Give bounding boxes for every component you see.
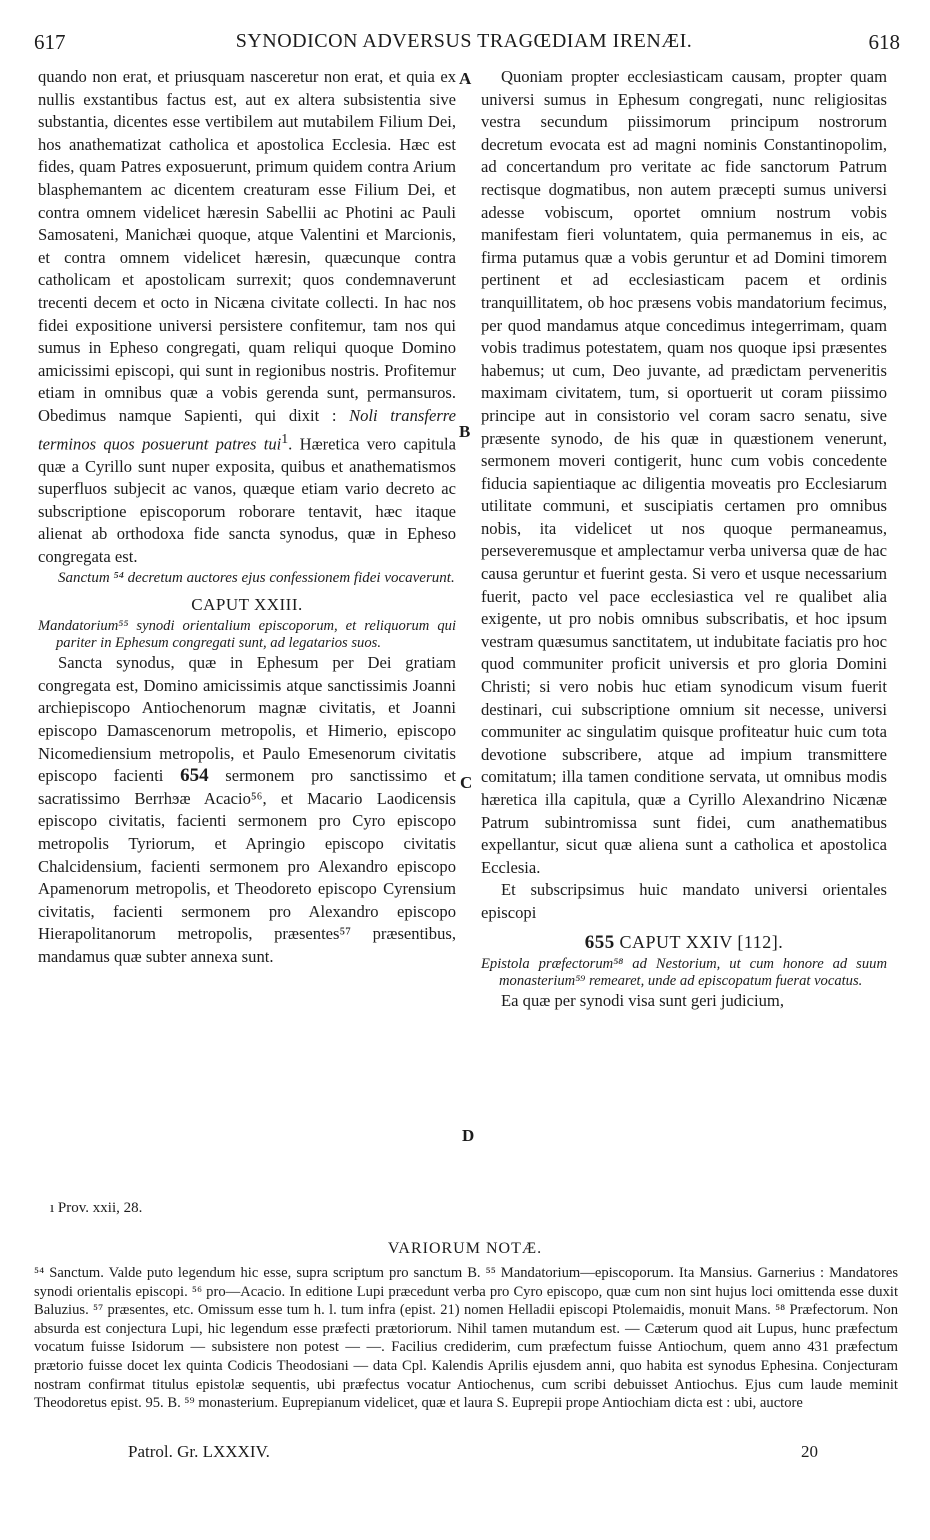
variorum-title: VARIORUM NOTÆ.	[387, 1240, 543, 1257]
caput-xxiv-title: CAPUT XXIV [112].	[619, 931, 784, 952]
right-column	[481, 66, 887, 1013]
footer-volume: Patrol. Gr. LXXXIV.	[128, 1442, 270, 1461]
page-number-right: 618	[868, 30, 900, 54]
right-paragraph-1: Quoniam propter ecclesiasticam causam, propter quam universi sumus in Ephesum congregati, nunc religiositas vestra secundum piissimorum principum nostrorum decretum evocata est ad magni nominis Constantinopolim, ad concertandum pro veritate ac fide sanctorum Patrum rectisque dogmatibus, non autem præcepti sumus universi adesse vobiscum, oportet omnium nostrum vobis manifestam fieri voluntatem, quia permanemus in eis, ac firma putamus quæ a vobis geruntur et ad Domini timorem pertinent et ad ecclesiasticam pacem et ordinis tranquillitatem, ob hoc præsens vobis mandatorium fecimus, per quod mandamus atque concedimus integerrimam, quam vobis tradimus potestatem, quam nos quoque ipsi præsentes habemus; ut cum, Deo juvante, ad prædictam perveneritis maximam civitatem, tum, si oportuerit ut coram piissimo principe aut in consistorio vel coram sacro senatu, sive præsente synodo, de his quæ in quæstionem venerunt, sermonem moveri contigerit, hunc cum vobis concedente fiducia sapientiaque ac diligentia moveatis pro Ecclesiarum utilitate communi, et suscipiatis certamen pro omnibus nobis, ita videlicet ut nos quoque permaneamus, perseveremusque et amplectamur verba universa quæ de hac causa geruntur et fuerint gesta. Si vero et usque necessarium fuerit, pacto vel pace ecclesiastica vel re qualibet alia exigente, ut pro nobis omnibus subscribatis, et hoc ipsum vestram quæsumus sanctitatem, ut indubitate faciatis pro hoc quod communiter proficit universis et pro gloria Domini Christi; si vero nobis huc etiam synodicum visum fuerit destinari, cui subscriptione omnium sit necesse, universi communiter ac singulatim quisque profiteatur huic cum tota devotione subscribere, atque ad impium transmittere comitatum; illa tamen conditione servata, ut omnibus modis hæretica illa capitula, quæ a Cyrillo Alexandrino Nicænæ Patrum subintromissa sunt fidei, cum anathematibus expellantur, sicut quæ aliena sunt a catholica et apostolica Ecclesia.	[481, 67, 887, 877]
left-p3b: sermonem pro sanctissimo et sacratissimo Berrhϧæ Acacio⁵⁶, et Macario Laodicensis episcopo civitatis, facienti sermonem pro Cyro episcopo metropolis Tyriorum, et Apringio episcopo civitatis Chalcidensium, facienti sermonem pro Alexandro episcopo Apamenorum metropolis, et Theodoreto episcopo Cyrensium civitatis, facienti sermonem pro Alexandro episcopo Hierapolitanorum metropolis, præsentes⁵⁷ præsentibus, mandamus quæ subter annexa sunt.	[38, 766, 456, 966]
variorum-notes: ⁵⁴ Sanctum. Valde puto legendum hic esse, supra scriptum pro sanctum B. ⁵⁵ Mandatorium—episcoporum. Ita Mansius. Garnerius : Mandatores synodi orientalis episcopi. ⁵⁶ pro—Acacio. In editione Lupi præcedunt verba pro Cyro episcopo, quæ cum non sint hujus loci omittenda esse duxit Baluzius. ⁵⁷ præsentes, etc. Omissum esse tum h. l. tum infra (epist. 21) nomen Helladii episcopi Ptolemaidis, monuit Mans. ⁵⁸ Præfectorum. Non absurda est conjectura Lupi, hic legendum esse præfecti prætoriorum. Nihil tamen mutandum est. — Cæterum quod ait Lupus, hunc præfectum vocatum fuisse Isidorum — subsistere non potest — —. Facilius crediderim, cum præfectum fuisse Antiochum, quem anno 431 præfectum prætorio fuisse docet lex quinta Codicis Theodosiani — data Cpl. Kalendis Aprilis ejusdem anni, quo habita est synodus Ephesina. Conjecturam nostram confirmat titulus epistolæ sequentis, ubi præfectus vocatur Antiochenus, cum scribi debuisset Antiochus. Ejus cum laude meminit Theodoretus epist. 95. B. ⁵⁹ monasterium. Euprepianum videlicet, quæ et laura S. Euprepii prope Antiochiam dicta est : ubi, auctore	[34, 1265, 898, 1412]
caput-xxiv-subtitle: Epistola præfectorum⁵⁸ ad Nestorium, ut cum honore ad suum monasterium⁵⁹ remearet, unde ad episcopatum fuerat vocatus.	[481, 956, 887, 990]
right-paragraph-3: Ea quæ per synodi visa sunt geri judicium,	[501, 991, 784, 1011]
left-p3a: Sancta synodus, quæ in Ephesum per Dei gratiam congregata est, Domino amicissimis atque sanctissimis Joanni archiepiscopo Antiochenorum magnæ civitatis, et Joanni episcopo Damascenorum metropolis, et Himerio, episcopo Nicomediensium metropolis, et Paulo Emesenorum civitatis episcopo facienti	[38, 653, 456, 786]
column-number-655: 655	[584, 931, 615, 953]
page-number-left: 617	[34, 30, 66, 54]
margin-letter-b: B	[459, 422, 471, 441]
quote-reference: 1	[281, 430, 289, 446]
margin-letter-d: D	[462, 1126, 475, 1145]
left-paragraph-3	[38, 652, 456, 968]
left-paragraph-1	[38, 66, 456, 569]
caput-xxiii-subtitle: Mandatorium⁵⁵ synodi orientalium episcoporum, et reliquorum qui pariter in Ephesum congregati sunt, ad legatarios suos.	[38, 618, 456, 652]
column-number-654: 654	[180, 765, 209, 787]
left-p1-end: . Hæretica vero capitula quæ a Cyrillo sunt nuper exposita, quibus et anathematismos superfluos subjecit ac vanos, quæque etiam vario decreto ac subscriptione episcoporum roborare tentavit, hæc itaque alienat ab orthodoxa fide sancta synodus, quæ in Epheso congregata est.	[38, 434, 457, 566]
margin-letter-c: C	[460, 773, 473, 792]
page-footer	[128, 1442, 818, 1462]
footer-signature: 20	[801, 1442, 818, 1461]
scripture-quote: Noli transferre terminos quos posuerunt patres tui	[38, 405, 456, 454]
caput-xxiv-heading	[481, 931, 887, 955]
running-title: SYNODICON ADVERSUS TRAGŒDIAM IRENÆI.	[235, 30, 693, 52]
left-p1-text: quando non erat, et priusquam nasceretur non erat, et quia ex nullis exstantibus factus est, aut ex altera subsistentia sive substantia, dicentes esse vertibilem aut mutabilem Filium Dei, hos anathematizat catholica et apostolica Ecclesia. Hæc est fides, quam Patres exposuerunt, primum quidem contra Arium blasphemantem ac dicentem creaturam esse Filium Dei, et contra omnem videlicet hæresin Sabellii ac Photini ac Pauli Samosateni, Manichæi quoque, atque Valentini et Marcionis, et contra omnem videlicet hæresin, quæcunque contra catholicam et apostolicam surrexit; quos condemnaverunt trecenti decem et octo in Nicæna civitate collecti. In hac nos fidei expositione universi persistere confitemur, tam nos qui sumus in Epheso congregati, quam reliqui quoque Domino amicissimi episcopi, qui sunt in regionibus nostris. Profitemur etiam in omnibus quæ a vobis gerenda sunt, permansuros. Obedimus namque Sapienti, qui dixit :	[38, 67, 456, 425]
page-header	[28, 30, 900, 58]
margin-letter-a: A	[459, 69, 472, 88]
left-column	[38, 66, 456, 969]
left-paragraph-2: Sanctum ⁵⁴ decretum auctores ejus confessionem fidei vocaverunt.	[58, 569, 455, 586]
scripture-footnote: ı Prov. xxii, 28.	[50, 1200, 143, 1216]
caput-xxiii-heading: CAPUT XXIII.	[191, 594, 303, 614]
right-paragraph-2: Et subscripsimus huic mandato universi orientales episcopi	[481, 880, 887, 922]
